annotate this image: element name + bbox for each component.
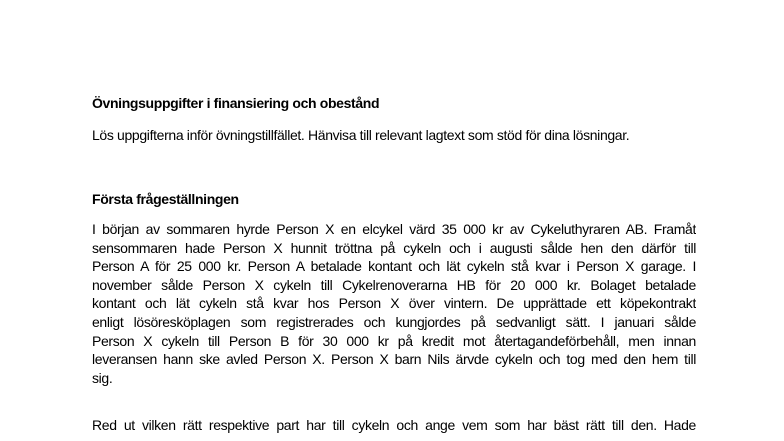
- paragraph-question-task: [92, 416, 696, 435]
- paragraph-line: enligt lösöresköplagen som registrerades och kungjordes på sedvanligt sätt. I januari sålde: [92, 313, 696, 330]
- paragraph-line: Red ut vilken rätt respektive part har till cykeln och ange vem som har bäst rätt till den. Hade: [92, 417, 696, 433]
- document-title: Övningsuppgifter i finansiering och obestånd: [92, 95, 380, 111]
- paragraph-first-question: [92, 220, 696, 387]
- paragraph-line: sig.: [92, 369, 113, 386]
- paragraph-line: sensommaren hade Person X hunnit tröttna på cykeln och i augusti sålde hen den därför till: [92, 239, 696, 256]
- document-page: [92, 0, 696, 441]
- paragraph-line: kontant och lät cykeln stå kvar hos Person X över vintern. De upprättade ett köpekontrakt: [92, 295, 696, 312]
- paragraph-line: Person A för 25 000 kr. Person A betalade kontant och lät cykeln stå kvar i Person X garage. I: [92, 258, 696, 275]
- section-heading: Första frågeställningen: [92, 191, 239, 207]
- intro-text: Lös uppgifterna inför övningstillfället. Hänvisa till relevant lagtext som stöd för dina lösningar.: [92, 127, 630, 143]
- paragraph-line: leveransen hann ske avled Person X. Person X barn Nils ärvde cykeln och tog med den hem till: [92, 351, 696, 368]
- paragraph-line: november sålde Person X cykeln till Cykelrenoverarna HB för 20 000 kr. Bolaget betalade: [92, 276, 696, 293]
- paragraph-line: I början av sommaren hyrde Person X en elcykel värd 35 000 kr av Cykeluthyraren AB. Framåt: [92, 221, 696, 237]
- paragraph-line: Person X cykeln till Person B för 30 000 kr på kredit mot återtagandeförbehåll, men innan: [92, 332, 696, 349]
